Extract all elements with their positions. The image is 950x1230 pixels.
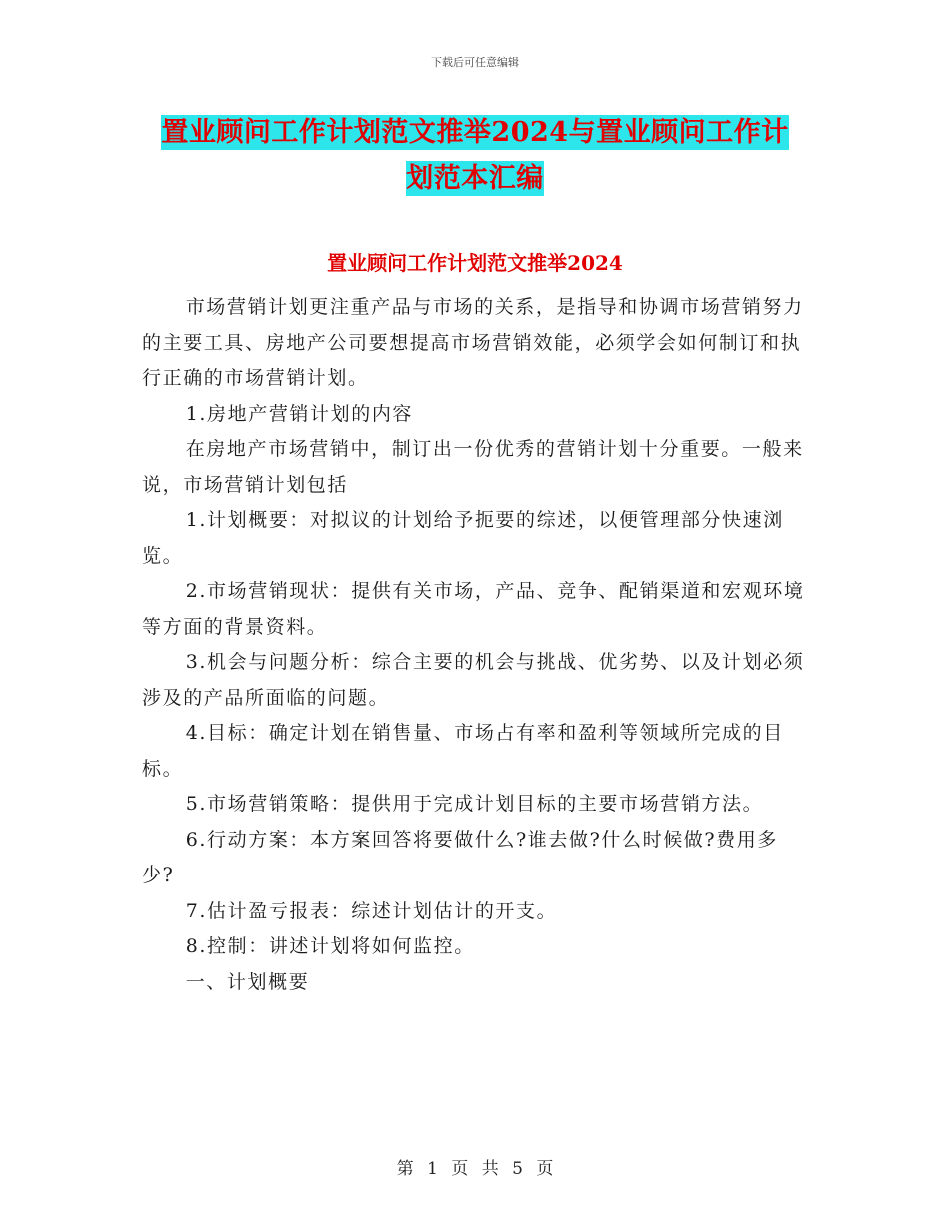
paragraph: 8.控制：讲述计划将如何监控。 (185, 935, 475, 957)
header-note: 下载后可任意编辑 (431, 56, 519, 69)
current-page-number: 1 (427, 1159, 438, 1179)
footer-label-total: 共 (481, 1159, 499, 1179)
footer-label-unit2: 页 (536, 1159, 554, 1179)
paragraph: 2.市场营销现状：提供有关市场，产品、竞争、配销渠道和宏观环境等方面的背景资料。 (142, 580, 805, 638)
paragraph: 5.市场营销策略：提供用于完成计划目标的主要市场营销方法。 (185, 793, 764, 815)
paragraph: 在房地产市场营销中，制订出一份优秀的营销计划十分重要。一般来说，市场营销计划包括 (142, 438, 804, 496)
paragraph: 市场营销计划更注重产品与市场的关系，是指导和协调市场营销努力的主要工具、房地产公司要想提高市场营销效能，必须学会如何制订和执行正确的市场营销计划。 (142, 296, 804, 389)
document-body (142, 290, 807, 1000)
page-footer (0, 1154, 950, 1179)
paragraph: 一、计划概要 (185, 970, 310, 993)
paragraph: 6.行动方案：本方案回答将要做什么?谁去做?什么时候做?费用多少? (142, 828, 778, 886)
paragraph: 1.计划概要：对拟议的计划给予扼要的综述，以便管理部分快速浏览。 (142, 509, 784, 567)
document-title (150, 110, 800, 202)
paragraph: 3.机会与问题分析：综合主要的机会与挑战、优劣势、以及计划必须涉及的产品所面临的问题。 (142, 651, 805, 709)
section-title: 置业顾问工作计划范文推举2024 (327, 251, 623, 275)
total-pages-number: 5 (512, 1159, 523, 1179)
footer-label-page: 第 (396, 1159, 414, 1179)
document-title-text: 置业顾问工作计划范文推举2024与置业顾问工作计划范本汇编 (161, 117, 789, 194)
paragraph: 1.房地产营销计划的内容 (185, 402, 414, 425)
footer-label-unit: 页 (451, 1159, 469, 1179)
paragraph: 7.估计盈亏报表：综述计划估计的开支。 (185, 899, 558, 922)
paragraph: 4.目标：确定计划在销售量、市场占有率和盈利等领域所完成的目标。 (142, 722, 784, 780)
